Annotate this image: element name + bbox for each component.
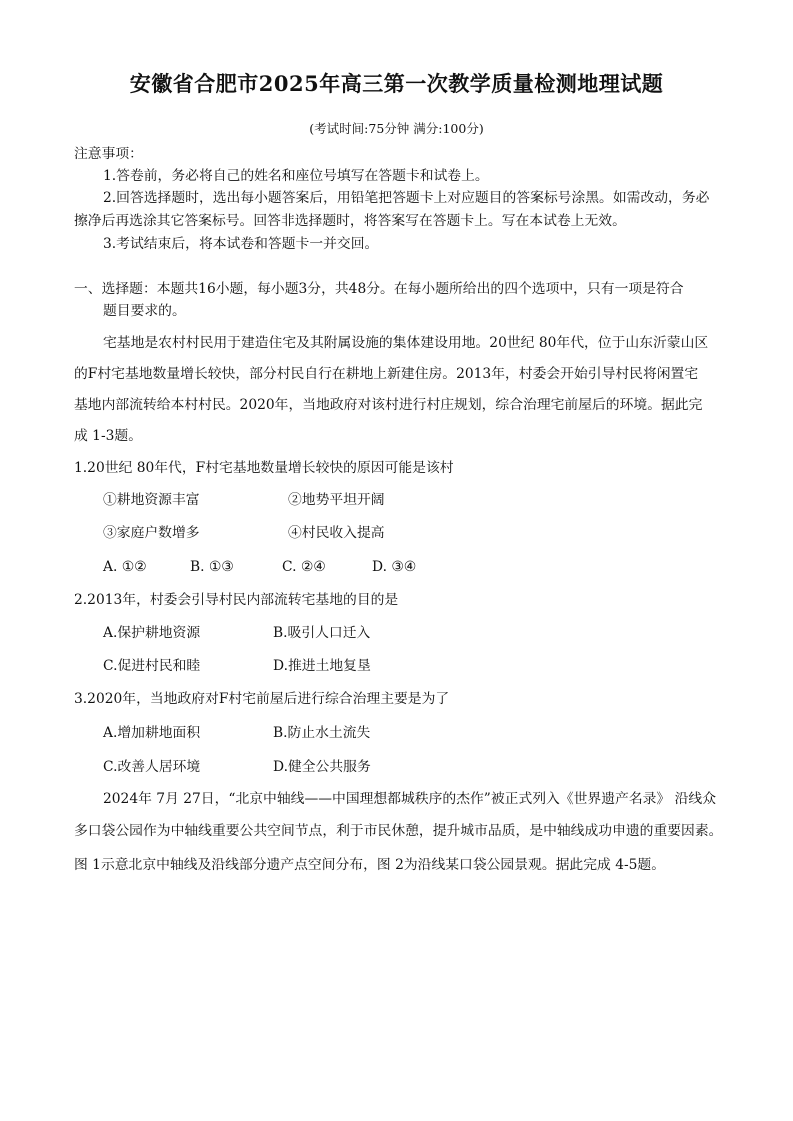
notice-item-3: 3.考试结束后，将本试卷和答题卡一并交回。 xyxy=(103,236,379,252)
question-1-option-c: C. ②④ xyxy=(282,559,326,575)
question-2-option-c: C.促进村民和睦 xyxy=(103,658,201,674)
notice-item-2-line-2: 擦净后再选涂其它答案标号。回答非选择题时，将答案写在答题卡上。写在本试卷上无效。 xyxy=(74,213,626,229)
question-1-statement-4: ④村民收入提高 xyxy=(288,525,385,541)
passage-1-line-2: 的F村宅基地数量增长较快，部分村民自行在耕地上新建住房。2013年，村委会开始引导村民将闲置宅 xyxy=(74,366,699,382)
exam-title: 安徽省合肥市2025年高三第一次教学质量检测地理试题 xyxy=(129,71,664,96)
question-1-option-a: A. ①② xyxy=(103,559,147,575)
passage-2-line-1: 2024年 7月 27日，“北京中轴线——中国理想都城秩序的杰作”被正式列入《世界遗产名录》 沿线众 xyxy=(103,791,716,807)
question-1-statement-2: ②地势平坦开阔 xyxy=(288,492,385,508)
question-1-option-b: B. ①③ xyxy=(190,559,234,575)
question-1-statement-3: ③家庭户数增多 xyxy=(103,525,200,541)
question-3-option-c: C.改善人居环境 xyxy=(103,759,201,775)
passage-1-line-4: 成 1-3题。 xyxy=(74,428,142,444)
notice-item-1: 1.答卷前，务必将自己的姓名和座位号填写在答题卡和试卷上。 xyxy=(103,168,489,184)
question-1-stem: 1.20世纪 80年代，F村宅基地数量增长较快的原因可能是该村 xyxy=(74,460,454,476)
section-heading-line-2: 题目要求的。 xyxy=(103,303,186,319)
exam-time-info: (考试时间:75分钟 满分:100分) xyxy=(309,121,484,136)
passage-2-line-2: 多口袋公园作为中轴线重要公共空间节点，利于市民休憩，提升城市品质，是中轴线成功申遗的重要因素。 xyxy=(74,823,723,839)
question-1-option-d: D. ③④ xyxy=(372,559,417,575)
passage-2-line-3: 图 1示意北京中轴线及沿线部分遗产点空间分布，图 2为沿线某口袋公园景观。据此完成 4-5题。 xyxy=(74,857,666,873)
passage-1-line-1: 宅基地是农村村民用于建造住宅及其附属设施的集体建设用地。20世纪 80年代，位于山东沂蒙山区 xyxy=(103,335,709,351)
question-3-option-a: A.增加耕地面积 xyxy=(103,725,201,741)
notice-heading: 注意事项： xyxy=(74,146,143,162)
question-3-option-d: D.健全公共服务 xyxy=(273,759,371,775)
passage-1-line-3: 基地内部流转给本村村民。2020年，当地政府对该村进行村庄规划，综合治理宅前屋后的环境。据此完 xyxy=(74,397,703,413)
question-3-stem: 3.2020年，当地政府对F村宅前屋后进行综合治理主要是为了 xyxy=(74,691,450,707)
question-2-option-a: A.保护耕地资源 xyxy=(103,625,201,641)
question-1-statement-1: ①耕地资源丰富 xyxy=(103,492,200,508)
question-3-option-b: B.防止水土流失 xyxy=(273,725,371,741)
section-heading-line-1: 一、选择题：本题共16小题，每小题3分，共48分。在每小题所给出的四个选项中，只有一项是符合 xyxy=(74,281,684,297)
notice-item-2-line-1: 2.回答选择题时，选出每小题答案后，用铅笔把答题卡上对应题目的答案标号涂黑。如需改动，务必 xyxy=(103,190,710,206)
question-2-option-d: D.推进土地复垦 xyxy=(273,658,371,674)
question-2-stem: 2.2013年，村委会引导村民内部流转宅基地的目的是 xyxy=(74,592,399,608)
question-2-option-b: B.吸引人口迁入 xyxy=(273,625,371,641)
